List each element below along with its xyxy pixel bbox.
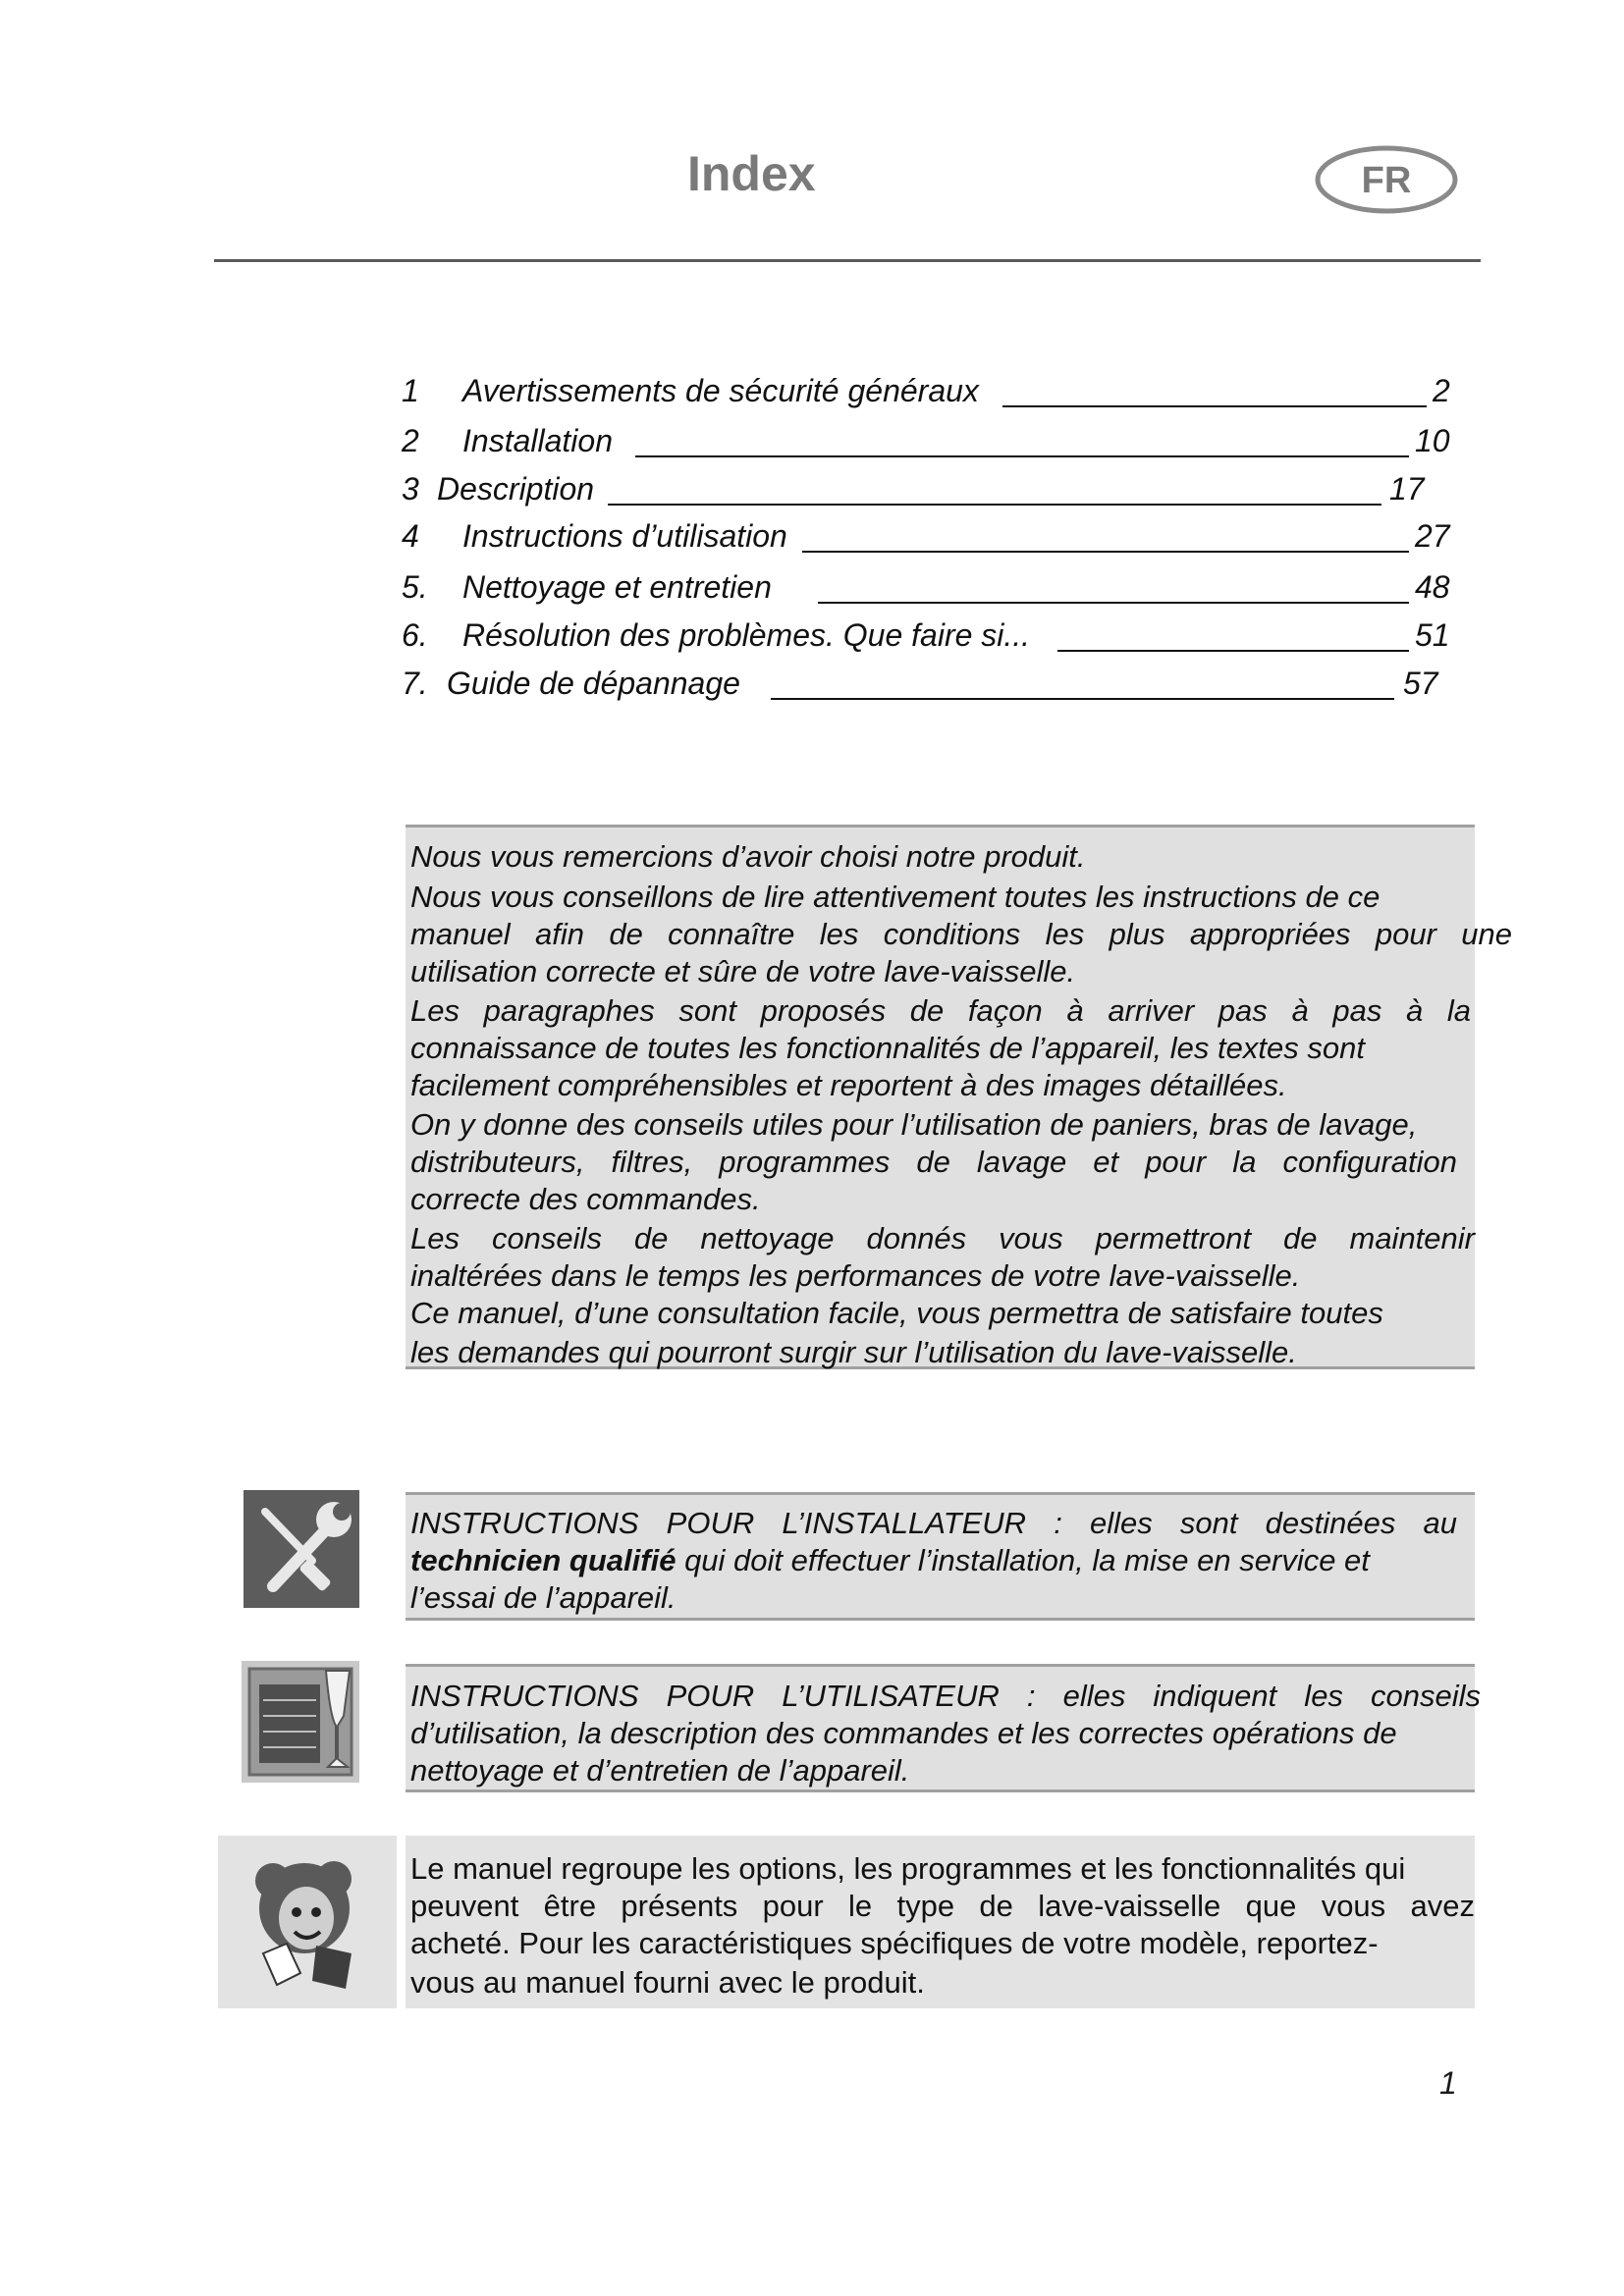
user-note-line: nettoyage et d’entretien de l’appareil. (410, 1753, 910, 1788)
toc-title: Résolution des problèmes. Que faire si... (462, 617, 1031, 653)
intro-line: manuel afin de connaître les conditions les plus appropriées pour une (410, 917, 1512, 951)
qualified-technician-emphasis: technicien qualifié (410, 1543, 677, 1577)
toc-number: 2 (402, 423, 419, 458)
intro-line: On y donne des conseils utiles pour l’utilisation de paniers, bras de lavage, (410, 1107, 1418, 1142)
page-number: 1 (1439, 2065, 1457, 2101)
manual-note-line: peuvent être présents pour le type de lave-vaisselle que vous avez (410, 1889, 1475, 1923)
toc-page: 10 (1415, 423, 1450, 458)
intro-line: Nous vous conseillons de lire attentivement toutes les instructions de ce (410, 880, 1380, 914)
toc-entry[interactable] (398, 518, 1478, 567)
dishwasher-icon (242, 1661, 359, 1783)
toc-leader (1057, 650, 1409, 652)
toc-entry[interactable] (398, 617, 1478, 667)
intro-line: les demandes qui pourront surgir sur l’utilisation du lave-vaisselle. (410, 1335, 1297, 1369)
intro-line: Ce manuel, d’une consultation facile, vous permettra de satisfaire toutes (410, 1296, 1383, 1330)
toc-entry[interactable] (398, 373, 1478, 422)
toc-page: 17 (1389, 471, 1425, 507)
toc-page: 2 (1433, 373, 1450, 408)
intro-line: Les conseils de nettoyage donnés vous permettront de maintenir (410, 1221, 1475, 1255)
toc-entry[interactable] (398, 666, 1478, 715)
toc-page: 57 (1403, 666, 1438, 701)
toc-leader (1002, 405, 1427, 407)
manual-note-line: acheté. Pour les caractéristiques spécifiques de votre modèle, reportez- (410, 1926, 1379, 1960)
toc-number: 1 (402, 373, 419, 408)
user-note-line: d’utilisation, la description des commandes et les correctes opérations de (410, 1716, 1397, 1750)
toc-entry[interactable] (398, 423, 1478, 472)
toc-title: Installation (462, 423, 613, 458)
intro-line: Nous vous remercions d’avoir choisi notre produit. (410, 839, 1086, 874)
mascot-icon (218, 1836, 397, 2008)
toc-number: 5. (402, 569, 428, 605)
intro-line: connaissance de toutes les fonctionnalités de l’appareil, les textes sont (410, 1031, 1365, 1065)
language-badge (1314, 143, 1459, 216)
intro-line: distributeurs, filtres, programmes de lavage et pour la configuration (410, 1145, 1457, 1179)
toc-title: Nettoyage et entretien (462, 569, 772, 605)
installer-note-line: l’essai de l’appareil. (410, 1580, 677, 1615)
toc-leader (771, 698, 1394, 700)
installer-note-line (410, 1543, 1370, 1578)
installer-note-text: qui doit effectuer l’installation, la mise en service et (676, 1543, 1370, 1577)
toc-page: 51 (1415, 617, 1450, 653)
toc-number: 3 (402, 471, 419, 507)
toc-number: 4 (402, 518, 419, 554)
toc-page: 27 (1415, 518, 1450, 554)
toc-title: Description (437, 471, 595, 507)
toc-leader (818, 602, 1409, 604)
intro-line: facilement compréhensibles et reportent à des images détaillées. (410, 1068, 1287, 1102)
intro-line: inaltérées dans le temps les performances de votre lave-vaisselle. (410, 1258, 1301, 1293)
toc-page: 48 (1415, 569, 1450, 605)
toc-entry[interactable] (398, 471, 1478, 520)
intro-line: Les paragraphes sont proposés de façon à arriver pas à pas à la (410, 993, 1471, 1028)
toc-leader (608, 504, 1381, 506)
toc-leader (635, 455, 1409, 457)
intro-line: correcte des commandes. (410, 1182, 761, 1216)
intro-line: utilisation correcte et sûre de votre lave-vaisselle. (410, 954, 1076, 988)
header-divider (214, 259, 1481, 262)
language-code: FR (1361, 160, 1412, 201)
toc-entry[interactable] (398, 569, 1478, 618)
toc-number: 6. (402, 617, 428, 653)
user-note-line: INSTRUCTIONS POUR L’UTILISATEUR : elles indiquent les conseils (410, 1679, 1481, 1713)
toc-title: Instructions d’utilisation (462, 518, 787, 554)
tools-icon (244, 1490, 359, 1608)
toc-number: 7. (402, 666, 428, 701)
manual-note-line: vous au manuel fourni avec le produit. (410, 1965, 925, 2000)
toc-title: Avertissements de sécurité généraux (462, 373, 979, 408)
toc-title: Guide de dépannage (447, 666, 740, 701)
toc-leader (802, 551, 1409, 553)
manual-note-line: Le manuel regroupe les options, les programmes et les fonctionnalités qui (410, 1851, 1406, 1886)
page-title: Index (687, 146, 816, 201)
installer-note-line: INSTRUCTIONS POUR L’INSTALLATEUR : elles sont destinées au (410, 1506, 1457, 1540)
